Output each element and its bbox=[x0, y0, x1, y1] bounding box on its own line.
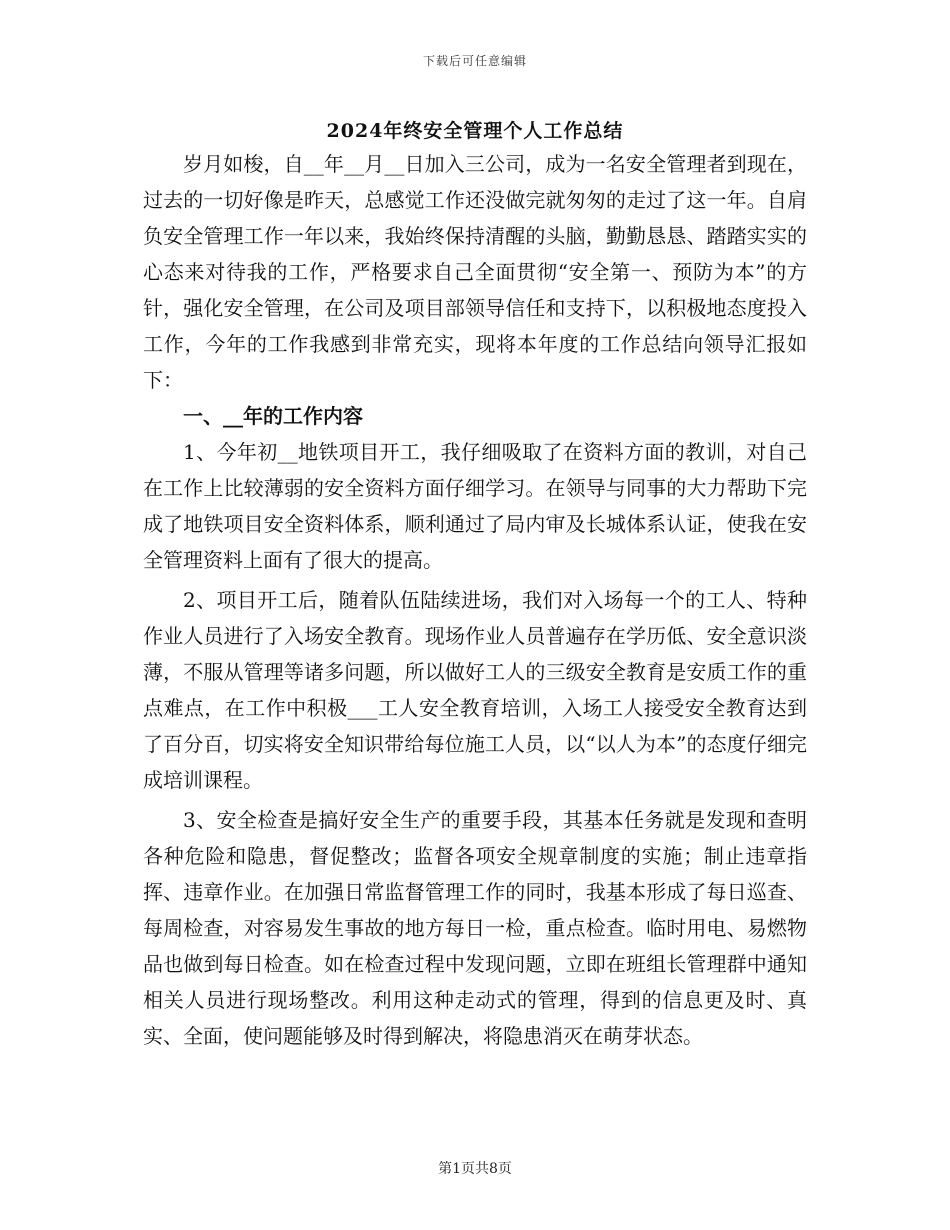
document-title: 2024年终安全管理个人工作总结 bbox=[326, 120, 624, 142]
section-heading: 一、__年的工作内容 bbox=[183, 404, 363, 428]
list-item-1: 1、今年初__地铁项目开工，我仔细吸取了在资料方面的教训，对自己在工作上比较薄弱的安全资料方面仔细学习。在领导与同事的大力帮助下完成了地铁项目安全资料体系，顺利通过了局内审及长城体系认证，使我在安全管理资料上面有了很大的提高。 bbox=[143, 440, 807, 572]
intro-paragraph: 岁月如梭，自__年__月__日加入三公司，成为一名安全管理者到现在，过去的一切好像是昨天，总感觉工作还没做完就匆匆的走过了这一年。自肩负安全管理工作一年以来，我始终保持清醒的头脑，勤勤恳恳、踏踏实实的心态来对待我的工作，严格要求自己全面贯彻“安全第一、预防为本”的方针，强化安全管理，在公司及项目部领导信任和支持下，以积极地态度投入工作，今年的工作我感到非常充实，现将本年度的工作总结向领导汇报如下： bbox=[143, 152, 807, 392]
page-footer: 第1页共8页 bbox=[438, 1161, 512, 1177]
header-note: 下载后可任意编辑 bbox=[422, 54, 527, 68]
document-body bbox=[143, 146, 807, 1054]
list-item-2: 2、项目开工后，随着队伍陆续进场，我们对入场每一个的工人、特种作业人员进行了入场安全教育。现场作业人员普遍存在学历低、安全意识淡薄，不服从管理等诸多问题，所以做好工人的三级安全教育是安质工作的重点难点，在工作中积极___工人安全教育培训，入场工人接受安全教育达到了百分百，切实将安全知识带给每位施工人员，以“以人为本”的态度仔细完成培训课程。 bbox=[143, 588, 807, 792]
list-item-3: 3、安全检查是搞好安全生产的重要手段，其基本任务就是发现和查明各种危险和隐患，督促整改；监督各项安全规章制度的实施；制止违章指挥、违章作业。在加强日常监督管理工作的同时，我基本形成了每日巡查、每周检查，对容易发生事故的地方每日一检，重点检查。临时用电、易燃物品也做到每日检查。如在检查过程中发现问题，立即在班组长管理群中通知相关人员进行现场整改。利用这种走动式的管理，得到的信息更及时、真实、全面，使问题能够及时得到解决，将隐患消灭在萌芽状态。 bbox=[143, 808, 807, 1048]
